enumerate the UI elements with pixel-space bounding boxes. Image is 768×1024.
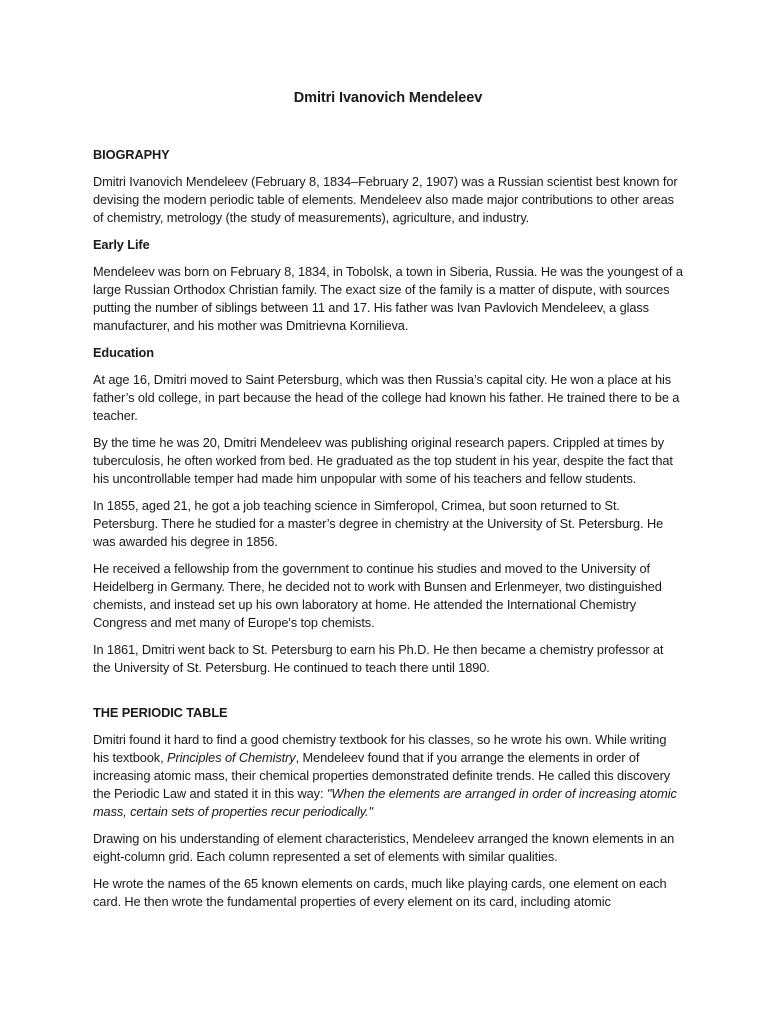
paragraph-periodic-1-part1: Dmitri found it hard to find a good chemistry textbook for his classes, so he wrote his own. While writing his textbook, [93, 732, 667, 765]
paragraph-periodic-1-part2: , Mendeleev found that if you arrange the elements in order of increasing atomic mass, their chemical properties demonstrated definite trends. He called this discovery the Periodic Law and stated it in this way: [93, 750, 671, 801]
paragraph-periodic-2: Drawing on his understanding of element characteristics, Mendeleev arranged the known elements in an eight-column grid. Each column represented a set of elements with similar qualities. [93, 831, 675, 864]
section-spacer [93, 686, 683, 704]
document-title: Dmitri Ivanovich Mendeleev [293, 90, 483, 106]
periodic-law-quote: "When the elements are arranged in order of increasing atomic mass, certain sets of properties recur periodically." [93, 786, 677, 819]
section-heading-biography: BIOGRAPHY [93, 147, 170, 162]
section-heading-periodic-table: THE PERIODIC TABLE [93, 705, 228, 720]
paragraph-education-1: At age 16, Dmitri moved to Saint Petersburg, which was then Russia’s capital city. He won a place at his father’s old college, in part because the head of the college had known his father. He trained there to be a teacher. [93, 372, 680, 423]
paragraph-early-life: Mendeleev was born on February 8, 1834, in Tobolsk, a town in Siberia, Russia. He was the youngest of a large Russian Orthodox Christian family. The exact size of the family is a matter of dispute, with sources putting the number of siblings between 11 and 17. His father was Ivan Pavlovich Mendeleev, a glass manufacturer, and his mother was Dmitrievna Kornilieva. [93, 264, 683, 333]
paragraph-intro: Dmitri Ivanovich Mendeleev (February 8, 1834–February 2, 1907) was a Russian scientist best known for devising the modern periodic table of elements. Mendeleev also made major contributions to other areas of chemistry, metrology (the study of measurements), agriculture, and industry. [93, 174, 678, 225]
paragraph-education-4: He received a fellowship from the government to continue his studies and moved to the University of Heidelberg in Germany. There, he decided not to work with Bunsen and Erlenmeyer, two distinguished chemists, and instead set up his own laboratory at home. He attended the International Chemistry Congress and met many of Europe's top chemists. [93, 561, 662, 630]
paragraph-education-5: In 1861, Dmitri went back to St. Petersburg to earn his Ph.D. He then became a chemistry professor at the University of St. Petersburg. He continued to teach there until 1890. [93, 642, 664, 675]
paragraph-periodic-1 [93, 731, 683, 821]
subheading-education: Education [93, 345, 154, 360]
paragraph-periodic-3: He wrote the names of the 65 known elements on cards, much like playing cards, one element on each card. He then wrote the fundamental properties of every element on its card, including atomic [93, 876, 667, 909]
subheading-early-life: Early Life [93, 237, 150, 252]
book-title: Principles of Chemistry [167, 750, 296, 765]
paragraph-education-3: In 1855, aged 21, he got a job teaching science in Simferopol, Crimea, but soon returned to St. Petersburg. There he studied for a master’s degree in chemistry at the University of St. Petersburg. He was awarded his degree in 1856. [93, 498, 664, 549]
document-body [93, 88, 683, 920]
paragraph-education-2: By the time he was 20, Dmitri Mendeleev was publishing original research papers. Crippled at times by tuberculosis, he often worked from bed. He graduated as the top student in his year, despite the fact that his uncontrollable temper had made him unpopular with some of his teachers and fellow students. [93, 435, 673, 486]
